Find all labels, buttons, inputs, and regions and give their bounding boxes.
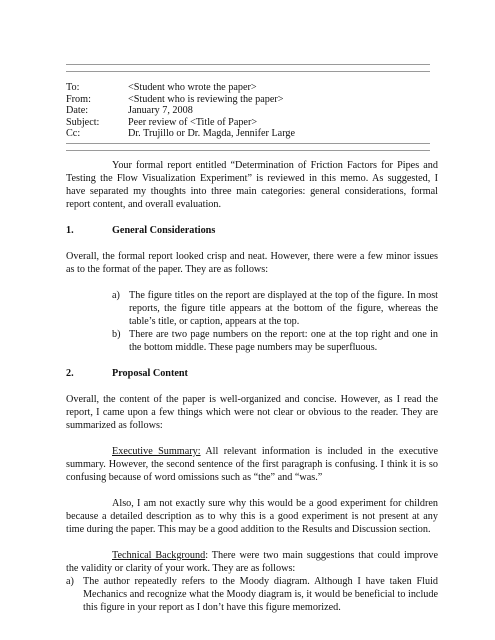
executive-summary-label: Executive Summary: xyxy=(112,446,201,457)
list-item: b) There are two page numbers on the report: one at the top right and one in the bottom middle. These page numbers may be superfluous. xyxy=(112,329,438,353)
header-date: Date: January 7, 2008 xyxy=(66,105,193,116)
executive-summary-paragraph: Executive Summary: All relevant information is included in the executive summary. However, the second sentence of the first paragraph is confusing. I think it is so confusing because of word omissions such as “the” and “was.” xyxy=(66,446,438,483)
technical-background-paragraph: Technical Background: There were two main suggestions that could improve the validity or clarity of your work. They are as follows: xyxy=(66,550,438,574)
section1-paragraph: Overall, the formal report looked crisp and neat. However, there were a few minor issues as to the format of the paper. They are as follows: xyxy=(66,251,438,275)
memo-body xyxy=(66,159,438,614)
top-rule-2 xyxy=(66,71,430,72)
section2-list xyxy=(66,575,438,614)
header-cc: Cc: Dr. Trujillo or Dr. Magda, Jennifer Large xyxy=(66,128,296,139)
bottom-rule-2 xyxy=(66,150,430,151)
header-to: To: <Student who wrote the paper> xyxy=(66,82,257,93)
top-rule xyxy=(66,64,430,65)
section2-heading: 2. Proposal Content xyxy=(66,368,188,379)
header-subject: Subject: Peer review of <Title of Paper> xyxy=(66,116,258,128)
bottom-rule xyxy=(66,143,430,144)
memo-header xyxy=(66,82,436,140)
section2-paragraph: Overall, the content of the paper is well-organized and concise. However, as I read the report, I came upon a few things which were not clear or obvious to the reader. They are summarized as follows: xyxy=(66,394,438,431)
list-item: a) The author repeatedly refers to the Moody diagram. Although I have taken Fluid Mechanics and recognize what the Moody diagram is, it would be beneficial to include this figure in your report as I don’t have this figure memorized. xyxy=(66,576,438,613)
intro-paragraph: Your formal report entitled “Determination of Friction Factors for Pipes and Testing the Flow Visualization Experiment” is reviewed in this memo. As suggested, I have separated my thoughts into three main categories: general considerations, formal report content, and overall evaluation. xyxy=(66,160,438,210)
section1-heading: 1. General Considerations xyxy=(66,225,216,236)
list-item: a) The figure titles on the report are displayed at the top of the figure. In most reports, the figure title appears at the bottom of the figure, whereas the table’s title, or caption, appears at the top. xyxy=(112,290,438,327)
header-from: From: <Student who is reviewing the paper> xyxy=(66,93,284,105)
technical-background-label: Technical Background xyxy=(112,550,206,561)
also-paragraph: Also, I am not exactly sure why this would be a good experiment for children because a detailed description as to why this is a good experiment is not present at any time during the paper. This may be a good addition to the Results and Discussion section. xyxy=(66,498,438,535)
section1-list xyxy=(112,289,438,354)
